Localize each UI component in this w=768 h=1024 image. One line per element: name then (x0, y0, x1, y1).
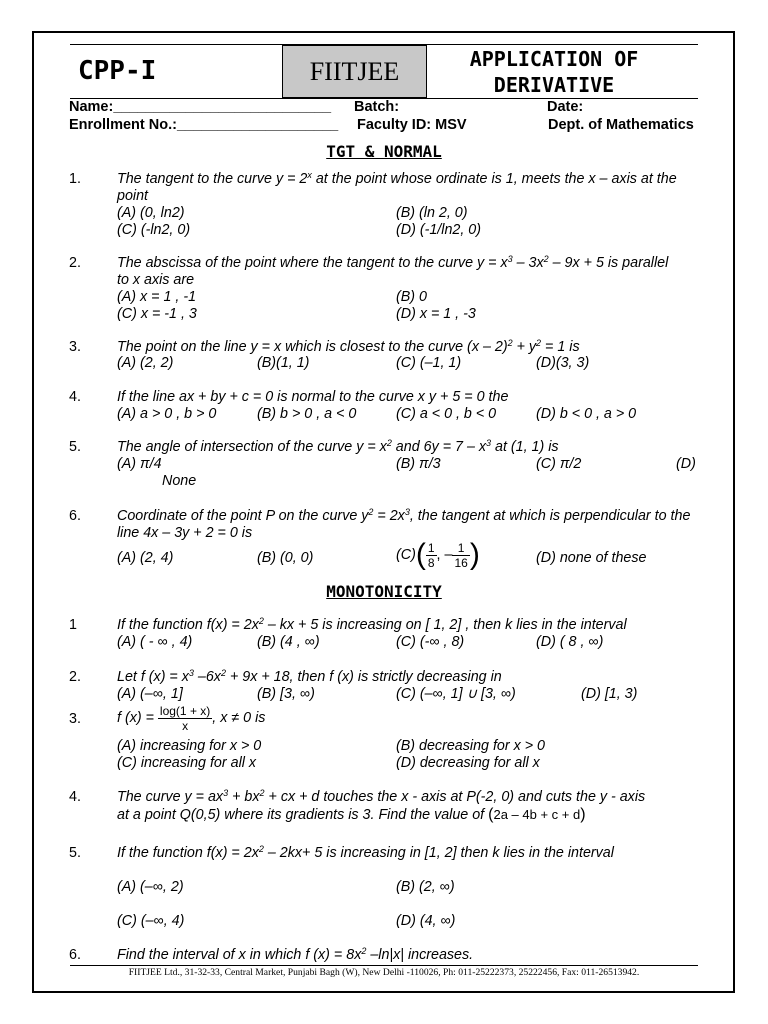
option-d: (D) (-1/ln2, 0) (396, 222, 481, 238)
question-text: If the function $f(x) = 2x^2$ – kx + 5 is increasing on [ 1, 2] , then k lies in the interval (117, 616, 627, 633)
option-d: (D) decreasing for all x (396, 755, 540, 771)
option-c: (C) (-ln2, 0) (117, 222, 191, 238)
option-c: (C) increasing for all x (117, 755, 257, 771)
option-c: (C) (–1, 1) (396, 355, 462, 371)
question-number: 2. (69, 255, 81, 271)
question-text: f (x) = $\frac{\log(1 + x)}{x}$ , x ≠ 0 is (117, 703, 266, 733)
option-a: (A) (0, ln2) (117, 205, 185, 221)
option-c: (C) a < 0 , b < 0 (396, 406, 497, 422)
department: Dept. of Mathematics (548, 117, 694, 133)
option-b: (B) (2, ∞) (396, 879, 455, 895)
option-c: (C) π/2 (536, 456, 582, 472)
question-number: 1 (69, 617, 77, 633)
option-d: (D)(3, 3) (536, 355, 590, 371)
option-d: (D) ( 8 , ∞) (536, 634, 604, 650)
faculty-id: Faculty ID: MSV (357, 117, 467, 133)
enrollment-field: Enrollment No.:____________________ (69, 117, 339, 133)
question-text: If the line ax + by + c = 0 is normal to the curve x y + 5 = 0 the (117, 389, 509, 405)
option-a: (A) increasing for x > 0 (117, 738, 262, 754)
option-c: (C) (-∞ , 8) (396, 634, 465, 650)
option-c: (C) (–∞, 1] ∪ [3, ∞) (396, 686, 516, 702)
option-b: (B) 0 (396, 289, 427, 305)
option-b: (B)(1, 1) (257, 355, 310, 371)
option-d: (D) (676, 456, 696, 472)
brand-name: FIITJEE (309, 56, 400, 86)
question-number: 4. (69, 389, 81, 405)
option-c: (C) (–∞, 4) (117, 913, 185, 929)
option-c: (C) x = -1 , 3 (117, 306, 197, 322)
option-d: (D) [1, 3) (581, 686, 638, 702)
option-d: (D) b < 0 , a > 0 (536, 406, 637, 422)
question-number: 3. (69, 339, 81, 355)
question-text: The tangent to the curve $y = 2^x$ at the point whose ordinate is 1, meets the x – axis at the point (117, 170, 677, 204)
option-b: (B) b > 0 , a < 0 (257, 406, 357, 422)
topic-title (434, 46, 674, 98)
question-text: If the function $f(x) = 2x^2 - 2kx+ 5$ is increasing in [1, 2] then k lies in the interval (117, 844, 614, 861)
question-text-continued: at a point Q(0,5) where its gradients is 3. Find the value of (2a – 4b + c + d) (117, 806, 586, 823)
option-b: (B) decreasing for x > 0 (396, 738, 545, 754)
option-a: (A) x = 1 , -1 (117, 289, 197, 305)
question-text: The point on the line y = x which is closest to the curve $(x - 2)^2 + y^2 = 1$ is (117, 338, 580, 355)
question-text: The angle of intersection of the curve $y = x^2$ and $6y = 7 - x^3$ at (1, 1) is (117, 438, 559, 455)
option-d: (D) none of these (536, 550, 647, 566)
section-heading-monotonicity: MONOTONICITY (326, 582, 442, 601)
question-number: 3. (69, 711, 81, 727)
option-a: (A) ( - ∞ , 4) (117, 634, 193, 650)
option-c: (C)( $\frac{1}{8}$ , – $\frac{1}{16}$ ) (396, 538, 480, 572)
option-d: (D) x = 1 , -3 (396, 306, 476, 322)
option-d-text: None (162, 473, 197, 489)
topic-line-1: APPLICATION OF (469, 47, 639, 71)
question-number: 1. (69, 171, 81, 187)
question-text: Find the interval of x in which f $(x) = 8x^2$ –ln|x| increases. (117, 946, 474, 963)
section-heading-tangent-normal: TGT & NORMAL (326, 142, 442, 161)
brand-box (282, 45, 427, 98)
option-b: (B) (0, 0) (257, 550, 314, 566)
question-text: The curve $y = ax^3 + bx^2$ + cx + d touches the x - axis at P(-2, 0) and cuts the y - axis (117, 788, 646, 805)
option-a: (A) (2, 4) (117, 550, 174, 566)
question-text: Coordinate of the point P on the curve $y^2 = 2x^3$, the tangent at which is perpendicular to the line 4x – 3y + 2 = 0 is (117, 507, 691, 541)
option-a: (A) (–∞, 2) (117, 879, 184, 895)
option-a: (A) π/4 (117, 456, 162, 472)
date-field: Date: (547, 99, 584, 115)
question-number: 5. (69, 845, 81, 861)
option-b: (B) π/3 (396, 456, 441, 472)
question-text: Let f $(x) = x^3$ $-6x^2 + 9x + 18$, then f (x) is strictly decreasing in (117, 668, 502, 685)
name-field: Name:___________________________ (69, 99, 332, 115)
question-number: 6. (69, 947, 81, 963)
footer-rule (70, 965, 698, 966)
question-number: 5. (69, 439, 81, 455)
batch-field: Batch: (354, 99, 400, 115)
question-number: 4. (69, 789, 81, 805)
topic-line-2: DERIVATIVE (493, 73, 615, 97)
question-number: 6. (69, 508, 81, 524)
option-b: (B) (4 , ∞) (257, 634, 320, 650)
footer-address: FIITJEE Ltd., 31-32-33, Central Market, Punjabi Bagh (W), New Delhi -110026, Ph: 011-25222373, 25222456, Fax: 011-26513942. (128, 967, 640, 978)
cpp-label: CPP-I (78, 56, 157, 86)
question-number: 2. (69, 669, 81, 685)
option-a: (A) (–∞, 1] (117, 686, 183, 702)
option-a: (A) a > 0 , b > 0 (117, 406, 217, 422)
question-text: The abscissa of the point where the tangent to the curve $y = x^3 - 3x^2 - 9x + 5$ is parallel to x axis are (117, 254, 669, 288)
option-b: (B) (ln 2, 0) (396, 205, 468, 221)
option-a: (A) (2, 2) (117, 355, 174, 371)
option-d: (D) (4, ∞) (396, 913, 456, 929)
option-b: (B) [3, ∞) (257, 686, 315, 702)
